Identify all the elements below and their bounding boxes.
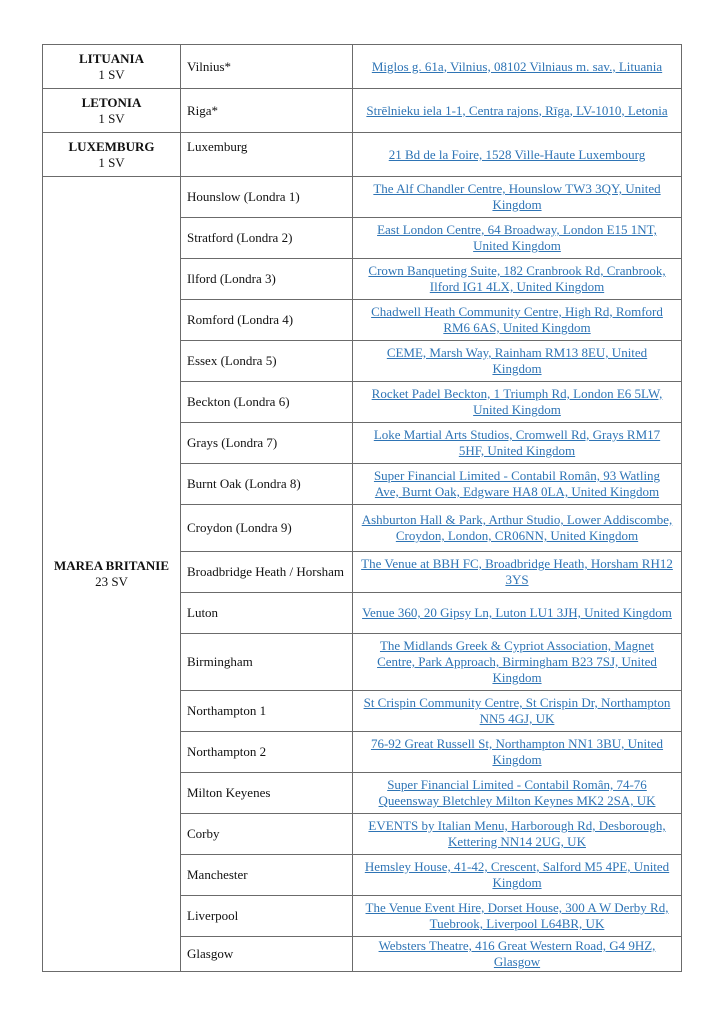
address-link[interactable]: Websters Theatre, 416 Great Western Road, G4 9HZ, Glasgow bbox=[378, 938, 656, 969]
city-cell: Luxemburg bbox=[181, 133, 353, 177]
city-cell: Ilford (Londra 3) bbox=[181, 259, 353, 300]
city-cell: Stratford (Londra 2) bbox=[181, 218, 353, 259]
city-cell: Romford (Londra 4) bbox=[181, 300, 353, 341]
station-count: 1 SV bbox=[98, 154, 125, 170]
address-cell bbox=[353, 259, 682, 300]
city-cell: Northampton 1 bbox=[181, 691, 353, 732]
address-cell bbox=[353, 593, 682, 634]
address-cell bbox=[353, 552, 682, 593]
city-cell: Grays (Londra 7) bbox=[181, 423, 353, 464]
address-cell bbox=[353, 937, 682, 972]
address-link[interactable]: The Midlands Greek & Cypriot Association, Magnet Centre, Park Approach, Birmingham B23 7SJ, United Kingdom bbox=[377, 638, 657, 685]
city-cell: Liverpool bbox=[181, 896, 353, 937]
address-cell bbox=[353, 855, 682, 896]
address-link[interactable]: The Venue Event Hire, Dorset House, 300 A W Derby Rd, Tuebrook, Liverpool L64BR, UK bbox=[365, 900, 669, 931]
address-link[interactable]: East London Centre, 64 Broadway, London E15 1NT, United Kingdom bbox=[377, 222, 657, 253]
polling-stations-table bbox=[42, 44, 682, 972]
city-cell: Essex (Londra 5) bbox=[181, 341, 353, 382]
city-cell: Broadbridge Heath / Horsham bbox=[181, 552, 353, 593]
country-name: LUXEMBURG bbox=[68, 138, 155, 154]
address-link[interactable]: EVENTS by Italian Menu, Harborough Rd, Desborough, Kettering NN14 2UG, UK bbox=[368, 818, 666, 849]
address-cell bbox=[353, 382, 682, 423]
country-cell bbox=[43, 89, 181, 133]
address-link[interactable]: Venue 360, 20 Gipsy Ln, Luton LU1 3JH, United Kingdom bbox=[362, 605, 672, 620]
table-row bbox=[43, 177, 682, 218]
city-cell: Manchester bbox=[181, 855, 353, 896]
address-link[interactable]: Rocket Padel Beckton, 1 Triumph Rd, London E6 5LW, United Kingdom bbox=[371, 386, 663, 417]
address-cell bbox=[353, 300, 682, 341]
address-cell bbox=[353, 896, 682, 937]
address-link[interactable]: 76-92 Great Russell St, Northampton NN1 3BU, United Kingdom bbox=[370, 736, 664, 767]
table-row bbox=[43, 133, 682, 177]
address-cell bbox=[353, 691, 682, 732]
country-name: MAREA BRITANIE bbox=[54, 558, 169, 573]
address-link[interactable]: Miglos g. 61a, Vilnius, 08102 Vilniaus m. sav., Lituania bbox=[371, 58, 663, 74]
address-cell bbox=[353, 89, 682, 133]
country-cell bbox=[43, 45, 181, 89]
city-cell: Glasgow bbox=[181, 937, 353, 972]
address-link[interactable]: Ashburton Hall & Park, Arthur Studio, Lower Addiscombe, Croydon, London, CR06NN, United Kingdom bbox=[361, 512, 673, 543]
station-count: 1 SV bbox=[98, 110, 125, 126]
address-link[interactable]: Crown Banqueting Suite, 182 Cranbrook Rd, Cranbrook, Ilford IG1 4LX, United Kingdom bbox=[368, 263, 666, 294]
address-cell bbox=[353, 218, 682, 259]
address-link[interactable]: Super Financial Limited - Contabil Român, 93 Watling Ave, Burnt Oak, Edgware HA8 0LA, United Kingdom bbox=[373, 468, 661, 499]
country-cell bbox=[43, 177, 181, 972]
city-cell: Luton bbox=[181, 593, 353, 634]
table-row bbox=[43, 89, 682, 133]
city-cell: Birmingham bbox=[181, 634, 353, 691]
address-cell bbox=[353, 464, 682, 505]
address-cell bbox=[353, 177, 682, 218]
address-link[interactable]: Super Financial Limited - Contabil Român, 74-76 Queensway Bletchley Milton Keynes MK2 2SA, UK bbox=[378, 777, 656, 808]
station-count: 23 SV bbox=[95, 574, 128, 589]
address-link[interactable]: The Venue at BBH FC, Broadbridge Heath, Horsham RH12 3YS bbox=[361, 556, 673, 587]
address-cell bbox=[353, 505, 682, 552]
address-link[interactable]: The Alf Chandler Centre, Hounslow TW3 3QY, United Kingdom bbox=[373, 181, 661, 212]
country-cell bbox=[43, 133, 181, 177]
address-cell bbox=[353, 773, 682, 814]
address-cell bbox=[353, 634, 682, 691]
country-name: LITUANIA bbox=[78, 50, 144, 66]
city-cell: Riga* bbox=[181, 89, 353, 133]
address-link[interactable]: CEME, Marsh Way, Rainham RM13 8EU, United Kingdom bbox=[386, 345, 648, 376]
city-cell: Hounslow (Londra 1) bbox=[181, 177, 353, 218]
city-cell: Beckton (Londra 6) bbox=[181, 382, 353, 423]
address-cell bbox=[353, 133, 682, 177]
country-name: LETONIA bbox=[81, 94, 142, 110]
address-cell bbox=[353, 423, 682, 464]
city-cell: Milton Keyenes bbox=[181, 773, 353, 814]
address-cell bbox=[353, 732, 682, 773]
city-cell: Croydon (Londra 9) bbox=[181, 505, 353, 552]
address-cell bbox=[353, 45, 682, 89]
address-link[interactable]: Hemsley House, 41-42, Crescent, Salford M5 4PE, United Kingdom bbox=[364, 859, 670, 890]
address-link[interactable]: Strēlnieku iela 1-1, Centra rajons, Rīga, LV-1010, Letonia bbox=[366, 102, 668, 118]
city-cell: Corby bbox=[181, 814, 353, 855]
city-cell: Vilnius* bbox=[181, 45, 353, 89]
address-link[interactable]: Chadwell Heath Community Centre, High Rd, Romford RM6 6AS, United Kingdom bbox=[371, 304, 663, 335]
address-link[interactable]: 21 Bd de la Foire, 1528 Ville-Haute Luxembourg bbox=[388, 147, 646, 162]
city-cell: Burnt Oak (Londra 8) bbox=[181, 464, 353, 505]
table-row bbox=[43, 45, 682, 89]
address-link[interactable]: St Crispin Community Centre, St Crispin Dr, Northampton NN5 4GJ, UK bbox=[363, 695, 671, 726]
city-cell: Northampton 2 bbox=[181, 732, 353, 773]
station-count: 1 SV bbox=[98, 66, 125, 82]
address-cell bbox=[353, 341, 682, 382]
address-link[interactable]: Loke Martial Arts Studios, Cromwell Rd, Grays RM17 5HF, United Kingdom bbox=[373, 427, 661, 458]
address-cell bbox=[353, 814, 682, 855]
